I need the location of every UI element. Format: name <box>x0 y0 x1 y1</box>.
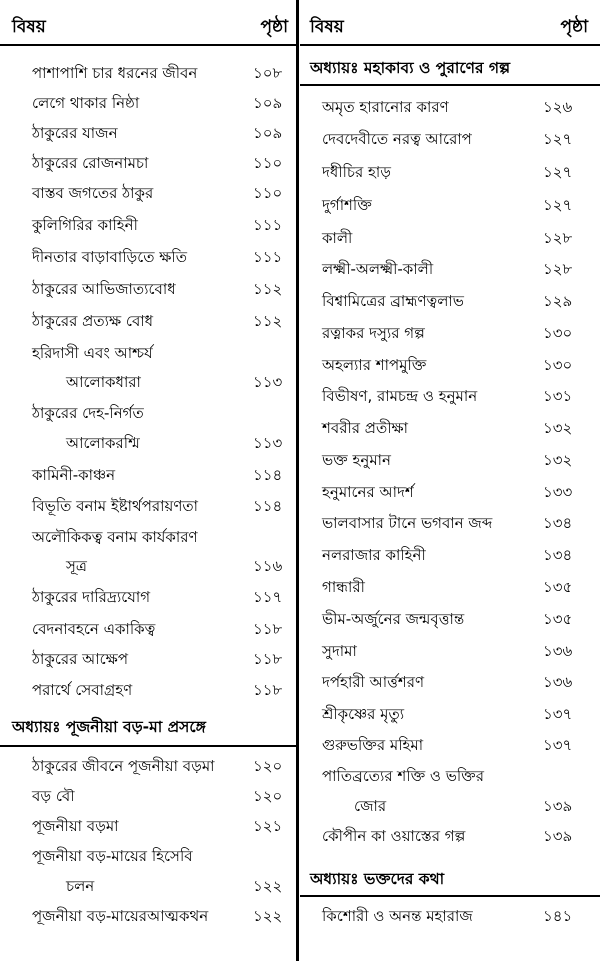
toc-entry: ভক্ত হনুমান ১৩২ <box>322 451 573 469</box>
toc-entry: ভীম-অর্জুনের জন্মবৃত্তান্ত ১৩৫ <box>322 610 573 628</box>
toc-entry: ঠাকুরের আভিজাত্যবোধ ১১২ <box>32 280 283 298</box>
toc-entry: পূজনীয়া বড়-মায়ের হিসেবি চলন ১২২ <box>32 847 283 895</box>
toc-entry: দুর্গাশক্তি ১২৭ <box>322 196 573 214</box>
toc-entry: পাশাপাশি চার ধরনের জীবন ১০৮ <box>32 64 283 82</box>
toc-entry: শবরীর প্রতীক্ষা ১৩২ <box>322 419 573 437</box>
toc-entry: বাস্তব জগতের ঠাকুর ১১০ <box>32 184 283 202</box>
toc-entry: ঠাকুরের জীবনে পূজনীয়া বড়মা ১২০ <box>32 757 283 775</box>
toc-entry: বিভীষণ, রামচন্দ্র ও হনুমান ১৩১ <box>322 387 573 405</box>
toc-entry: সুদামা ১৩৬ <box>322 642 573 660</box>
toc-entry: পূজনীয়া বড়মা ১২১ <box>32 817 283 835</box>
toc-entry: পাতিব্রত্যের শক্তি ও ভক্তির জোর ১৩৯ <box>322 767 573 815</box>
toc-entry: গান্ধারী ১৩৫ <box>322 578 573 596</box>
toc-entry: ঠাকুরের প্রত্যক্ষ বোধ ১১২ <box>32 312 283 330</box>
toc-entry: অমৃত হারানোর কারণ ১২৬ <box>322 98 573 116</box>
toc-entry: বেদনাবহনে একাকিত্ব ১১৮ <box>32 620 283 638</box>
toc-entry: লক্ষ্মী-অলক্ষ্মী-কালী ১২৮ <box>322 260 573 278</box>
toc-entry: কৌপীন কা ওয়াস্তের গল্প ১৩৯ <box>322 827 573 845</box>
subject-heading: বিষয় <box>12 17 46 37</box>
chapter-heading: অধ্যায়ঃ পূজনীয়া বড়-মা প্রসঙ্গে <box>12 718 206 736</box>
toc-entry: রত্নাকর দস্যুর গল্প ১৩০ <box>322 324 573 342</box>
toc-entry: বড় বৌ ১২০ <box>32 787 283 805</box>
toc-entry: ভালবাসার টানে ভগবান জব্দ ১৩৪ <box>322 514 573 532</box>
subject-heading: বিষয় <box>310 17 344 37</box>
toc-entry: শ্রীকৃষ্ণের মৃত্যু ১৩৭ <box>322 705 573 723</box>
left-column <box>0 0 296 933</box>
toc-entry: দেবদেবীতে নরত্ব আরোপ ১২৭ <box>322 130 573 148</box>
toc-entry: হরিদাসী এবং আশ্চর্য আলোকধারা ১১৩ <box>32 344 283 391</box>
toc-entry: ঠাকুরের যাজন ১০৯ <box>32 124 283 142</box>
toc-entry: লেগে থাকার নিষ্ঠা ১০৯ <box>32 94 283 112</box>
right-column <box>300 0 600 931</box>
right-header <box>300 0 600 44</box>
toc-entry: দীনতার বাড়াবাড়িতে ক্ষতি ১১১ <box>32 248 283 266</box>
toc-entry: বিশ্বামিত্রের ব্রাহ্মণত্বলাভ ১২৯ <box>322 292 573 310</box>
toc-entry: অহল্যার শাপমুক্তি ১৩০ <box>322 356 573 374</box>
toc-entry: পূজনীয়া বড়-মায়েরআত্মকথন ১২২ <box>32 907 283 925</box>
toc-entry: অলৌকিকত্ব বনাম কার্যকারণ সূত্র ১১৬ <box>32 528 283 575</box>
toc-entry: কালী ১২৮ <box>322 229 573 247</box>
page-heading: পৃষ্ঠা <box>260 17 288 37</box>
chapter-heading: অধ্যায়ঃ মহাকাব্য ও পুরাণের গল্প <box>310 59 511 77</box>
toc-entry: দধীচির হাড় ১২৭ <box>322 163 573 181</box>
toc-entry: কুলিগিরির কাহিনী ১১১ <box>32 216 283 234</box>
toc-entry: হনুমানের আদর্শ ১৩৩ <box>322 483 573 501</box>
toc-entry: ঠাকুরের রোজনামচা ১১০ <box>32 154 283 172</box>
chapter-heading: অধ্যায়ঃ ভক্তদের কথা <box>310 870 445 888</box>
page-heading: পৃষ্ঠা <box>560 17 588 37</box>
toc-entry: দর্পহারী আর্ত্তশরণ ১৩৬ <box>322 673 573 691</box>
toc-entry: ঠাকুরের আক্ষেপ ১১৮ <box>32 650 283 668</box>
toc-entry: গুরুভক্তির মহিমা ১৩৭ <box>322 736 573 754</box>
left-header <box>0 0 296 44</box>
column-divider <box>296 0 299 961</box>
toc-entry: পরার্থে সেবাগ্রহণ ১১৮ <box>32 681 283 699</box>
toc-entry: ঠাকুরের দেহ-নির্গত আলোকরশ্মি ১১৩ <box>32 404 283 452</box>
toc-entry: বিভূতি বনাম ইষ্টার্থপরায়ণতা ১১৪ <box>32 497 283 515</box>
toc-entry: কিশোরী ও অনন্ত মহারাজ ১৪১ <box>322 907 573 925</box>
toc-entry: কামিনী-কাঞ্চন ১১৪ <box>32 466 283 484</box>
toc-entry: নলরাজার কাহিনী ১৩৪ <box>322 546 573 564</box>
toc-entry: ঠাকুরের দারিদ্র্যযোগ ১১৭ <box>32 588 283 606</box>
